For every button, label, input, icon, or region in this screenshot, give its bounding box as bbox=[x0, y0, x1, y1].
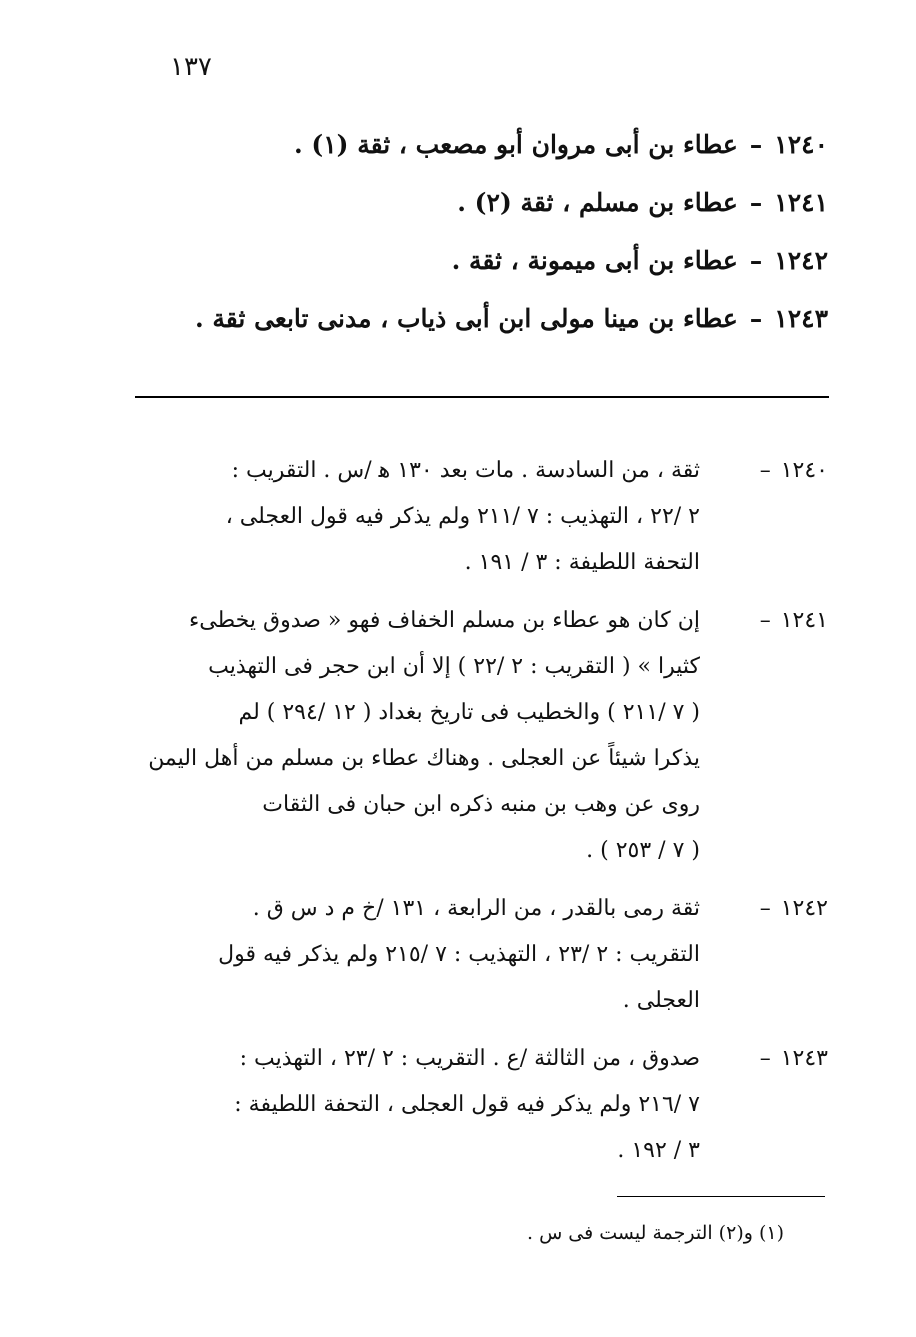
entry-dash: – bbox=[749, 246, 763, 275]
note-label bbox=[700, 448, 828, 586]
entry-number: ١٢٤١ bbox=[774, 188, 828, 217]
entry-text: عطاء بن أبى ميمونة ، ثقة . bbox=[451, 246, 738, 275]
note-line: ( ٧ / ٢٥٣ ) . bbox=[586, 838, 700, 863]
entry-text: عطاء بن أبى مروان أبو مصعب ، ثقة (١) . bbox=[293, 130, 738, 159]
footnote: (١) و(٢) الترجمة ليست فى س . bbox=[527, 1222, 784, 1244]
note-line: كثيرا » ( التقريب : ٢ /٢٢ ) إلا أن ابن حجر فى التهذيب bbox=[208, 654, 700, 679]
entry-dash: – bbox=[749, 304, 763, 333]
note-line: ثقة رمى بالقدر ، من الرابعة ، ١٣١ /خ م د س ق . bbox=[252, 896, 700, 921]
note-line: إن كان هو عطاء بن مسلم الخفاف فهو « صدوق يخطىء bbox=[188, 608, 700, 633]
footnote-divider bbox=[617, 1196, 825, 1197]
note-line: روى عن وهب بن منبه ذكره ابن حبان فى الثقات bbox=[262, 792, 700, 817]
entry-number: ١٢٤٢ bbox=[774, 246, 828, 275]
note-line: ٣ / ١٩٢ . bbox=[617, 1138, 700, 1163]
note-line: ٢ /٢٢ ، التهذيب : ٧ /٢١١ ولم يذكر فيه قول العجلى ، bbox=[225, 504, 700, 529]
note-label bbox=[700, 598, 828, 874]
note-text bbox=[138, 598, 700, 874]
entry bbox=[128, 125, 828, 183]
note-dash: – bbox=[759, 1046, 771, 1071]
note-number: ١٢٤٣ bbox=[780, 1046, 828, 1071]
entry-text: عطاء بن مسلم ، ثقة (٢) . bbox=[457, 188, 738, 217]
note bbox=[138, 598, 828, 874]
note-dash: – bbox=[759, 608, 771, 633]
note-line: التقريب : ٢ /٢٣ ، التهذيب : ٧ /٢١٥ ولم يذكر فيه قول bbox=[218, 942, 700, 967]
note-line: ٧ /٢١٦ ولم يذكر فيه قول العجلى ، التحفة اللطيفة : bbox=[234, 1092, 700, 1117]
note-line: التحفة اللطيفة : ٣ / ١٩١ . bbox=[464, 550, 700, 575]
note-label bbox=[700, 886, 828, 1024]
note bbox=[138, 448, 828, 586]
note-number: ١٢٤١ bbox=[780, 608, 828, 633]
note-number: ١٢٤٠ bbox=[780, 458, 828, 483]
note-label bbox=[700, 1036, 828, 1174]
entry bbox=[128, 241, 828, 299]
section-divider bbox=[135, 396, 829, 398]
entry-number: ١٢٤٣ bbox=[774, 304, 828, 333]
entry bbox=[128, 183, 828, 241]
note bbox=[138, 1036, 828, 1174]
entry-text: عطاء بن مينا مولى ابن أبى ذياب ، مدنى تابعى ثقة . bbox=[194, 304, 738, 333]
note-text bbox=[138, 886, 700, 1024]
note-line: العجلى . bbox=[622, 988, 700, 1013]
note-dash: – bbox=[759, 896, 771, 921]
entry-number: ١٢٤٠ bbox=[774, 130, 828, 159]
note-line: ثقة ، من السادسة . مات بعد ١٣٠ ﻫ /س . التقريب : bbox=[231, 458, 700, 483]
note-line: يذكرا شيئاً عن العجلى . وهناك عطاء بن مسلم من أهل اليمن bbox=[148, 746, 700, 771]
entries-list bbox=[128, 125, 828, 357]
note-text bbox=[138, 1036, 700, 1174]
entry-dash: – bbox=[749, 130, 763, 159]
note-number: ١٢٤٢ bbox=[780, 896, 828, 921]
page-number: ١٣٧ bbox=[170, 52, 212, 82]
note-line: صدوق ، من الثالثة /ع . التقريب : ٢ /٢٣ ، التهذيب : bbox=[239, 1046, 700, 1071]
notes-list bbox=[138, 448, 828, 1186]
note-text bbox=[138, 448, 700, 586]
note bbox=[138, 886, 828, 1024]
entry-dash: – bbox=[749, 188, 763, 217]
note-dash: – bbox=[759, 458, 771, 483]
entry bbox=[128, 299, 828, 357]
note-line: ( ٧ /٢١١ ) والخطيب فى تاريخ بغداد ( ١٢ /٢٩٤ ) لم bbox=[238, 700, 700, 725]
